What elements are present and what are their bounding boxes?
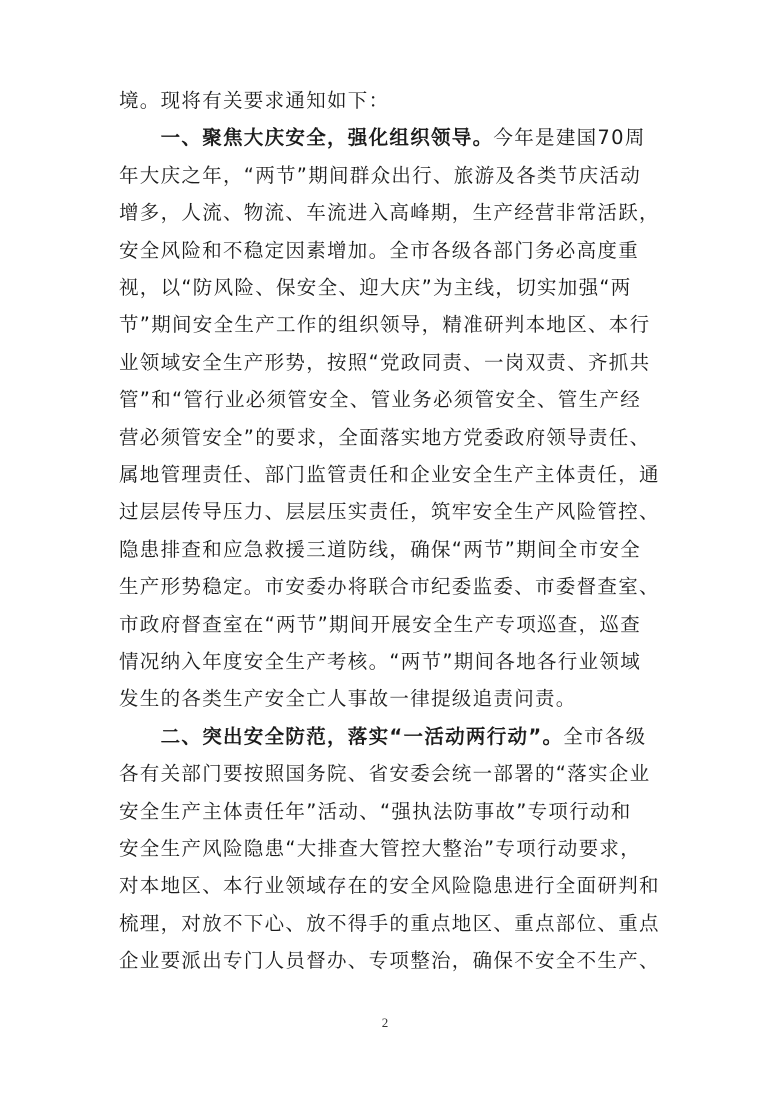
text-line xyxy=(119,537,679,563)
text-line xyxy=(119,125,679,151)
text-segment xyxy=(119,126,161,149)
text-segment: 过层层传导压力、层层压实责任，筑牢安全生产风险管控、 xyxy=(119,500,660,524)
text-line xyxy=(119,612,679,638)
text-line xyxy=(119,761,679,787)
text-segment: 各有关部门要按照国务院、省安委会统一部署的“落实企业 xyxy=(119,762,651,786)
text-line xyxy=(119,163,679,189)
text-segment: 节”期间安全生产工作的组织领导，精准研判本地区、本行 xyxy=(119,313,651,337)
text-segment: 管”和“管行业必须管安全、管业务必须管安全、管生产经 xyxy=(119,388,642,412)
text-line xyxy=(119,350,679,376)
text-segment: 年大庆之年，“两节”期间群众出行、旅游及各类节庆活动 xyxy=(119,163,642,187)
text-line xyxy=(119,836,679,862)
text-segment: 视，以“防风险、保安全、迎大庆”为主线，切实加强“两 xyxy=(119,276,632,299)
text-segment: 安全风险和不稳定因素增加。全市各级各部门务必高度重 xyxy=(119,238,640,262)
text-line xyxy=(119,88,679,114)
text-segment: 今年是建国70周 xyxy=(493,126,646,150)
text-segment: 发生的各类生产安全亡人事故一律提级追责问责。 xyxy=(119,687,577,711)
text-line xyxy=(119,724,679,750)
text-line xyxy=(119,425,679,451)
text-segment: 生产形势稳定。市安委办将联合市纪委监委、市委督查室、 xyxy=(119,575,660,599)
text-segment: 安全生产风险隐患“大排查大管控大整治”专项行动要求， xyxy=(119,837,642,860)
text-line xyxy=(119,948,679,974)
text-line xyxy=(119,574,679,600)
text-segment: 营必须管安全”的要求，全面落实地方党委政府领导责任、 xyxy=(119,425,651,449)
page-number: 2 xyxy=(381,1015,389,1030)
text-segment: 市政府督查室在“两节”期间开展安全生产专项巡查，巡查 xyxy=(119,612,642,636)
text-line xyxy=(119,275,679,301)
text-line xyxy=(119,911,679,937)
text-line xyxy=(119,499,679,525)
text-line xyxy=(119,462,679,488)
text-line xyxy=(119,387,679,413)
text-segment xyxy=(119,725,161,748)
text-segment: 属地管理责任、部门监管责任和企业安全生产主体责任，通 xyxy=(119,463,660,486)
text-line xyxy=(119,686,679,712)
text-segment: 增多，人流、物流、车流进入高峰期，生产经营非常活跃， xyxy=(119,201,660,225)
section-heading: 一、聚焦大庆安全，强化组织领导。 xyxy=(160,126,494,150)
text-segment: 境。现将有关要求通知如下： xyxy=(119,89,390,112)
text-line xyxy=(119,873,679,899)
text-segment: 业领域安全生产形势，按照“党政同责、一岗双责、齐抓共 xyxy=(119,350,651,374)
text-line xyxy=(119,238,679,264)
text-segment: 企业要派出专门人员督办、专项整治，确保不安全不生产、 xyxy=(119,949,660,973)
text-line xyxy=(119,649,679,675)
text-line xyxy=(119,799,679,825)
text-segment: 梳理，对放不下心、放不得手的重点地区、重点部位、重点 xyxy=(119,911,660,935)
text-segment: 对本地区、本行业领域存在的安全风险隐患进行全面研判和 xyxy=(119,874,660,898)
text-segment: 安全生产主体责任年”活动、“强执法防事故”专项行动和 xyxy=(119,799,632,823)
section-heading: 二、突出安全防范，落实“一活动两行动”。 xyxy=(160,724,564,748)
text-segment: 情况纳入年度安全生产考核。“两节”期间各地各行业领域 xyxy=(119,650,642,673)
text-segment: 全市各级 xyxy=(563,724,647,748)
text-segment: 隐患排查和应急救援三道防线，确保“两节”期间全市安全 xyxy=(119,537,642,561)
text-line xyxy=(119,312,679,338)
text-line xyxy=(119,200,679,226)
